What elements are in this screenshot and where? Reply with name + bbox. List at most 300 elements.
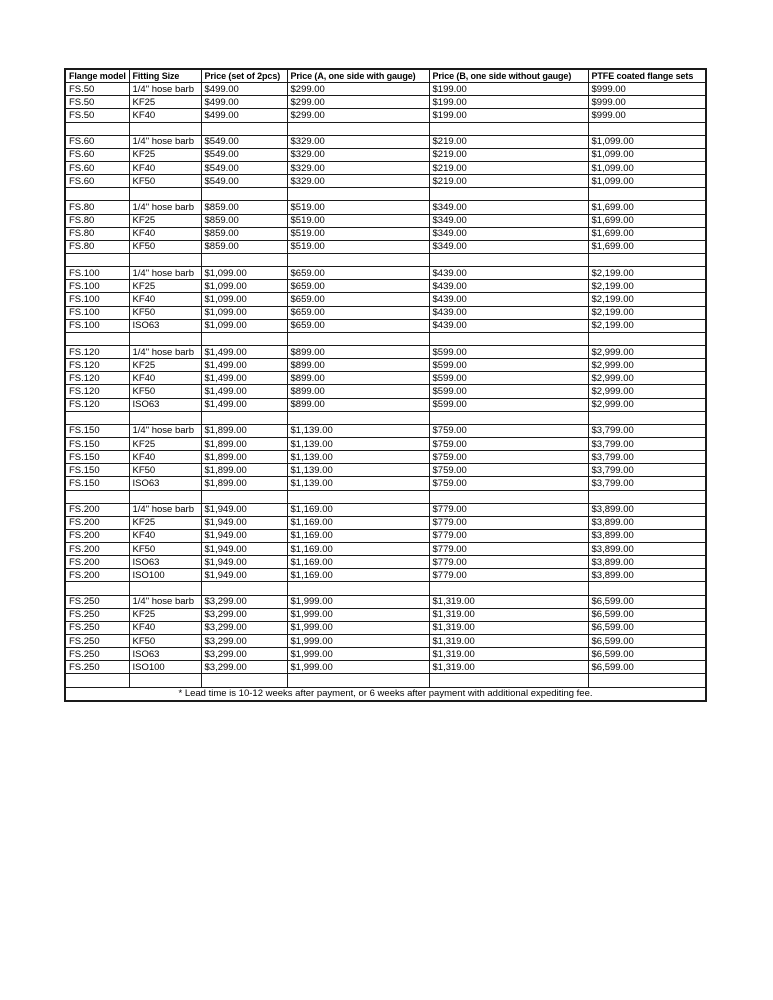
cell-price-set-of-2pcs: $859.00 [201, 201, 287, 214]
cell-flange-model: FS.100 [65, 267, 129, 280]
empty-cell-price-b-without-gauge [429, 411, 588, 424]
empty-cell-fitting-size [129, 253, 201, 266]
cell-fitting-size: KF25 [129, 359, 201, 372]
col-header-fitting-size: Fitting Size [129, 69, 201, 83]
table-row [65, 319, 706, 332]
cell-price-a-with-gauge: $1,139.00 [287, 477, 429, 490]
cell-flange-model: FS.80 [65, 201, 129, 214]
cell-flange-model: FS.60 [65, 135, 129, 148]
cell-price-a-with-gauge: $899.00 [287, 372, 429, 385]
table-row [65, 293, 706, 306]
empty-cell-fitting-size [129, 411, 201, 424]
cell-ptfe-coated-sets: $6,599.00 [588, 648, 706, 661]
cell-flange-model: FS.80 [65, 227, 129, 240]
cell-fitting-size: ISO63 [129, 648, 201, 661]
cell-price-b-without-gauge: $439.00 [429, 319, 588, 332]
cell-price-b-without-gauge: $199.00 [429, 96, 588, 109]
cell-ptfe-coated-sets: $3,799.00 [588, 464, 706, 477]
cell-price-set-of-2pcs: $1,949.00 [201, 556, 287, 569]
cell-price-b-without-gauge: $349.00 [429, 227, 588, 240]
cell-ptfe-coated-sets: $6,599.00 [588, 621, 706, 634]
cell-price-a-with-gauge: $1,139.00 [287, 437, 429, 450]
table-row [65, 621, 706, 634]
empty-cell-price-set-of-2pcs [201, 674, 287, 687]
cell-price-set-of-2pcs: $1,899.00 [201, 477, 287, 490]
cell-price-b-without-gauge: $199.00 [429, 109, 588, 122]
cell-fitting-size: KF40 [129, 227, 201, 240]
cell-price-b-without-gauge: $759.00 [429, 424, 588, 437]
cell-fitting-size: KF25 [129, 608, 201, 621]
cell-fitting-size: KF50 [129, 635, 201, 648]
cell-ptfe-coated-sets: $1,699.00 [588, 214, 706, 227]
cell-ptfe-coated-sets: $999.00 [588, 109, 706, 122]
cell-price-set-of-2pcs: $1,899.00 [201, 437, 287, 450]
cell-flange-model: FS.100 [65, 293, 129, 306]
cell-ptfe-coated-sets: $3,899.00 [588, 569, 706, 582]
cell-fitting-size: KF50 [129, 175, 201, 188]
cell-price-a-with-gauge: $659.00 [287, 280, 429, 293]
cell-ptfe-coated-sets: $3,799.00 [588, 424, 706, 437]
cell-price-set-of-2pcs: $859.00 [201, 214, 287, 227]
cell-price-a-with-gauge: $1,999.00 [287, 661, 429, 674]
cell-price-a-with-gauge: $299.00 [287, 83, 429, 96]
cell-price-b-without-gauge: $599.00 [429, 385, 588, 398]
cell-price-set-of-2pcs: $1,499.00 [201, 372, 287, 385]
cell-ptfe-coated-sets: $2,199.00 [588, 306, 706, 319]
cell-flange-model: FS.50 [65, 83, 129, 96]
col-header-price-set-of-2pcs: Price (set of 2pcs) [201, 69, 287, 83]
cell-fitting-size: 1/4" hose barb [129, 267, 201, 280]
cell-ptfe-coated-sets: $3,799.00 [588, 477, 706, 490]
cell-price-set-of-2pcs: $1,099.00 [201, 267, 287, 280]
cell-ptfe-coated-sets: $3,899.00 [588, 529, 706, 542]
empty-cell-fitting-size [129, 188, 201, 201]
col-header-price-a-with-gauge: Price (A, one side with gauge) [287, 69, 429, 83]
table-row [65, 385, 706, 398]
cell-price-a-with-gauge: $519.00 [287, 227, 429, 240]
cell-price-set-of-2pcs: $859.00 [201, 240, 287, 253]
cell-price-a-with-gauge: $519.00 [287, 201, 429, 214]
cell-fitting-size: 1/4" hose barb [129, 424, 201, 437]
cell-flange-model: FS.50 [65, 96, 129, 109]
cell-price-set-of-2pcs: $1,099.00 [201, 280, 287, 293]
cell-flange-model: FS.100 [65, 280, 129, 293]
cell-flange-model: FS.200 [65, 569, 129, 582]
cell-ptfe-coated-sets: $2,199.00 [588, 280, 706, 293]
cell-fitting-size: 1/4" hose barb [129, 595, 201, 608]
cell-price-a-with-gauge: $1,139.00 [287, 451, 429, 464]
cell-price-set-of-2pcs: $549.00 [201, 148, 287, 161]
cell-price-set-of-2pcs: $3,299.00 [201, 621, 287, 634]
table-row [65, 175, 706, 188]
cell-price-a-with-gauge: $329.00 [287, 148, 429, 161]
table-row [65, 569, 706, 582]
cell-price-a-with-gauge: $299.00 [287, 109, 429, 122]
empty-cell-fitting-size [129, 582, 201, 595]
cell-flange-model: FS.120 [65, 385, 129, 398]
empty-cell-fitting-size [129, 674, 201, 687]
cell-price-set-of-2pcs: $499.00 [201, 83, 287, 96]
cell-price-set-of-2pcs: $1,499.00 [201, 398, 287, 411]
cell-price-b-without-gauge: $759.00 [429, 451, 588, 464]
cell-flange-model: FS.120 [65, 345, 129, 358]
cell-price-b-without-gauge: $599.00 [429, 398, 588, 411]
cell-price-a-with-gauge: $519.00 [287, 240, 429, 253]
cell-fitting-size: KF40 [129, 451, 201, 464]
cell-price-set-of-2pcs: $549.00 [201, 175, 287, 188]
cell-ptfe-coated-sets: $3,899.00 [588, 516, 706, 529]
cell-ptfe-coated-sets: $1,099.00 [588, 161, 706, 174]
cell-price-set-of-2pcs: $3,299.00 [201, 608, 287, 621]
cell-fitting-size: KF25 [129, 280, 201, 293]
cell-flange-model: FS.60 [65, 161, 129, 174]
empty-cell-price-b-without-gauge [429, 582, 588, 595]
spacer-row [65, 490, 706, 503]
cell-price-a-with-gauge: $329.00 [287, 161, 429, 174]
cell-price-b-without-gauge: $1,319.00 [429, 608, 588, 621]
cell-price-b-without-gauge: $219.00 [429, 161, 588, 174]
empty-cell-price-b-without-gauge [429, 490, 588, 503]
cell-fitting-size: ISO63 [129, 477, 201, 490]
empty-cell-flange-model [65, 674, 129, 687]
table-row [65, 267, 706, 280]
cell-ptfe-coated-sets: $1,099.00 [588, 135, 706, 148]
cell-ptfe-coated-sets: $6,599.00 [588, 595, 706, 608]
table-row [65, 214, 706, 227]
empty-cell-price-set-of-2pcs [201, 582, 287, 595]
cell-ptfe-coated-sets: $2,199.00 [588, 267, 706, 280]
cell-price-b-without-gauge: $349.00 [429, 201, 588, 214]
cell-price-set-of-2pcs: $1,949.00 [201, 516, 287, 529]
cell-ptfe-coated-sets: $1,099.00 [588, 175, 706, 188]
empty-cell-price-b-without-gauge [429, 332, 588, 345]
cell-fitting-size: 1/4" hose barb [129, 135, 201, 148]
cell-price-a-with-gauge: $899.00 [287, 398, 429, 411]
table-row [65, 477, 706, 490]
spacer-row [65, 674, 706, 687]
cell-price-b-without-gauge: $1,319.00 [429, 595, 588, 608]
empty-cell-flange-model [65, 332, 129, 345]
note-row [65, 687, 706, 701]
cell-price-b-without-gauge: $1,319.00 [429, 661, 588, 674]
cell-flange-model: FS.150 [65, 451, 129, 464]
cell-ptfe-coated-sets: $1,699.00 [588, 201, 706, 214]
cell-ptfe-coated-sets: $3,799.00 [588, 437, 706, 450]
table-row [65, 556, 706, 569]
empty-cell-price-a-with-gauge [287, 674, 429, 687]
cell-flange-model: FS.250 [65, 648, 129, 661]
flange-price-table [64, 68, 707, 702]
cell-price-set-of-2pcs: $3,299.00 [201, 661, 287, 674]
cell-price-a-with-gauge: $1,139.00 [287, 424, 429, 437]
table-row [65, 109, 706, 122]
empty-cell-fitting-size [129, 332, 201, 345]
cell-price-set-of-2pcs: $499.00 [201, 96, 287, 109]
cell-price-a-with-gauge: $329.00 [287, 175, 429, 188]
cell-ptfe-coated-sets: $1,699.00 [588, 227, 706, 240]
cell-fitting-size: ISO100 [129, 661, 201, 674]
cell-price-set-of-2pcs: $3,299.00 [201, 635, 287, 648]
empty-cell-flange-model [65, 188, 129, 201]
cell-flange-model: FS.150 [65, 464, 129, 477]
cell-price-a-with-gauge: $1,999.00 [287, 621, 429, 634]
cell-price-a-with-gauge: $1,999.00 [287, 595, 429, 608]
cell-fitting-size: KF50 [129, 306, 201, 319]
cell-price-a-with-gauge: $1,169.00 [287, 529, 429, 542]
table-row [65, 227, 706, 240]
empty-cell-price-set-of-2pcs [201, 490, 287, 503]
cell-fitting-size: KF40 [129, 293, 201, 306]
cell-price-set-of-2pcs: $1,949.00 [201, 529, 287, 542]
cell-price-set-of-2pcs: $549.00 [201, 161, 287, 174]
table-row [65, 543, 706, 556]
cell-fitting-size: 1/4" hose barb [129, 83, 201, 96]
cell-price-set-of-2pcs: $1,499.00 [201, 359, 287, 372]
cell-price-a-with-gauge: $1,169.00 [287, 569, 429, 582]
cell-ptfe-coated-sets: $999.00 [588, 96, 706, 109]
cell-price-b-without-gauge: $1,319.00 [429, 621, 588, 634]
cell-price-b-without-gauge: $439.00 [429, 280, 588, 293]
cell-price-b-without-gauge: $1,319.00 [429, 648, 588, 661]
cell-price-b-without-gauge: $759.00 [429, 477, 588, 490]
table-row [65, 635, 706, 648]
cell-price-a-with-gauge: $1,999.00 [287, 608, 429, 621]
cell-ptfe-coated-sets: $3,899.00 [588, 503, 706, 516]
cell-price-a-with-gauge: $1,169.00 [287, 516, 429, 529]
cell-price-b-without-gauge: $349.00 [429, 214, 588, 227]
cell-price-set-of-2pcs: $1,899.00 [201, 424, 287, 437]
cell-flange-model: FS.250 [65, 635, 129, 648]
table-row [65, 398, 706, 411]
cell-flange-model: FS.250 [65, 595, 129, 608]
cell-price-b-without-gauge: $779.00 [429, 556, 588, 569]
cell-fitting-size: KF40 [129, 621, 201, 634]
cell-ptfe-coated-sets: $1,099.00 [588, 148, 706, 161]
cell-price-set-of-2pcs: $1,949.00 [201, 503, 287, 516]
cell-flange-model: FS.200 [65, 543, 129, 556]
table-row [65, 464, 706, 477]
cell-fitting-size: KF25 [129, 96, 201, 109]
cell-fitting-size: ISO63 [129, 398, 201, 411]
cell-flange-model: FS.120 [65, 372, 129, 385]
empty-cell-ptfe-coated-sets [588, 674, 706, 687]
cell-fitting-size: KF25 [129, 148, 201, 161]
cell-fitting-size: KF25 [129, 516, 201, 529]
cell-price-a-with-gauge: $1,169.00 [287, 556, 429, 569]
cell-ptfe-coated-sets: $2,999.00 [588, 359, 706, 372]
table-row [65, 96, 706, 109]
cell-price-a-with-gauge: $899.00 [287, 345, 429, 358]
cell-flange-model: FS.150 [65, 424, 129, 437]
cell-price-a-with-gauge: $659.00 [287, 293, 429, 306]
cell-flange-model: FS.80 [65, 240, 129, 253]
cell-price-a-with-gauge: $659.00 [287, 319, 429, 332]
cell-price-b-without-gauge: $759.00 [429, 437, 588, 450]
table-row [65, 359, 706, 372]
cell-flange-model: FS.200 [65, 503, 129, 516]
spacer-row [65, 411, 706, 424]
cell-price-set-of-2pcs: $1,099.00 [201, 293, 287, 306]
empty-cell-flange-model [65, 122, 129, 135]
empty-cell-price-set-of-2pcs [201, 411, 287, 424]
cell-flange-model: FS.250 [65, 621, 129, 634]
cell-flange-model: FS.80 [65, 214, 129, 227]
cell-fitting-size: 1/4" hose barb [129, 201, 201, 214]
table-row [65, 280, 706, 293]
empty-cell-price-b-without-gauge [429, 253, 588, 266]
table-row [65, 148, 706, 161]
cell-fitting-size: 1/4" hose barb [129, 503, 201, 516]
cell-flange-model: FS.250 [65, 608, 129, 621]
cell-flange-model: FS.200 [65, 556, 129, 569]
cell-fitting-size: KF25 [129, 437, 201, 450]
cell-price-a-with-gauge: $1,169.00 [287, 503, 429, 516]
cell-fitting-size: KF50 [129, 543, 201, 556]
empty-cell-price-a-with-gauge [287, 122, 429, 135]
table-row [65, 240, 706, 253]
cell-price-b-without-gauge: $779.00 [429, 529, 588, 542]
cell-price-set-of-2pcs: $1,499.00 [201, 385, 287, 398]
table-row [65, 516, 706, 529]
spacer-row [65, 332, 706, 345]
cell-price-a-with-gauge: $1,139.00 [287, 464, 429, 477]
cell-price-set-of-2pcs: $1,099.00 [201, 306, 287, 319]
cell-ptfe-coated-sets: $6,599.00 [588, 635, 706, 648]
empty-cell-ptfe-coated-sets [588, 490, 706, 503]
cell-price-a-with-gauge: $1,999.00 [287, 635, 429, 648]
empty-cell-price-b-without-gauge [429, 122, 588, 135]
spacer-row [65, 188, 706, 201]
table-row [65, 345, 706, 358]
cell-price-set-of-2pcs: $499.00 [201, 109, 287, 122]
cell-price-a-with-gauge: $659.00 [287, 267, 429, 280]
cell-fitting-size: ISO63 [129, 556, 201, 569]
header-row [65, 69, 706, 83]
spacer-row [65, 582, 706, 595]
empty-cell-fitting-size [129, 490, 201, 503]
cell-price-a-with-gauge: $899.00 [287, 359, 429, 372]
cell-fitting-size: 1/4" hose barb [129, 345, 201, 358]
cell-ptfe-coated-sets: $2,999.00 [588, 345, 706, 358]
empty-cell-price-b-without-gauge [429, 188, 588, 201]
cell-price-set-of-2pcs: $1,499.00 [201, 345, 287, 358]
empty-cell-ptfe-coated-sets [588, 122, 706, 135]
table-row [65, 306, 706, 319]
cell-flange-model: FS.60 [65, 175, 129, 188]
cell-ptfe-coated-sets: $999.00 [588, 83, 706, 96]
cell-ptfe-coated-sets: $2,999.00 [588, 398, 706, 411]
empty-cell-price-a-with-gauge [287, 582, 429, 595]
cell-ptfe-coated-sets: $3,799.00 [588, 451, 706, 464]
cell-price-b-without-gauge: $439.00 [429, 293, 588, 306]
cell-price-a-with-gauge: $1,999.00 [287, 648, 429, 661]
empty-cell-price-set-of-2pcs [201, 122, 287, 135]
cell-fitting-size: ISO63 [129, 319, 201, 332]
empty-cell-flange-model [65, 411, 129, 424]
col-header-flange-model: Flange model [65, 69, 129, 83]
empty-cell-ptfe-coated-sets [588, 188, 706, 201]
cell-price-b-without-gauge: $779.00 [429, 503, 588, 516]
cell-ptfe-coated-sets: $6,599.00 [588, 661, 706, 674]
empty-cell-flange-model [65, 582, 129, 595]
empty-cell-price-a-with-gauge [287, 411, 429, 424]
cell-price-b-without-gauge: $219.00 [429, 175, 588, 188]
cell-ptfe-coated-sets: $2,999.00 [588, 372, 706, 385]
cell-price-b-without-gauge: $599.00 [429, 372, 588, 385]
empty-cell-ptfe-coated-sets [588, 332, 706, 345]
cell-flange-model: FS.200 [65, 516, 129, 529]
table-body [65, 83, 706, 701]
cell-price-b-without-gauge: $599.00 [429, 345, 588, 358]
empty-cell-price-a-with-gauge [287, 253, 429, 266]
cell-fitting-size: KF25 [129, 214, 201, 227]
table-row [65, 661, 706, 674]
cell-price-set-of-2pcs: $3,299.00 [201, 648, 287, 661]
table-row [65, 135, 706, 148]
empty-cell-price-a-with-gauge [287, 490, 429, 503]
cell-price-a-with-gauge: $899.00 [287, 385, 429, 398]
cell-flange-model: FS.120 [65, 359, 129, 372]
cell-flange-model: FS.60 [65, 148, 129, 161]
empty-cell-flange-model [65, 253, 129, 266]
cell-price-b-without-gauge: $219.00 [429, 148, 588, 161]
table-row [65, 161, 706, 174]
cell-fitting-size: KF40 [129, 161, 201, 174]
cell-flange-model: FS.200 [65, 529, 129, 542]
lead-time-note: * Lead time is 10-12 weeks after payment, or 6 weeks after payment with additional expediting fee. [65, 687, 706, 701]
empty-cell-price-set-of-2pcs [201, 253, 287, 266]
spacer-row [65, 253, 706, 266]
empty-cell-price-a-with-gauge [287, 332, 429, 345]
cell-ptfe-coated-sets: $2,199.00 [588, 319, 706, 332]
empty-cell-fitting-size [129, 122, 201, 135]
cell-price-b-without-gauge: $779.00 [429, 516, 588, 529]
cell-price-set-of-2pcs: $1,899.00 [201, 451, 287, 464]
table-row [65, 83, 706, 96]
cell-price-set-of-2pcs: $859.00 [201, 227, 287, 240]
col-header-price-b-without-gauge: Price (B, one side without gauge) [429, 69, 588, 83]
empty-cell-price-set-of-2pcs [201, 188, 287, 201]
spacer-row [65, 122, 706, 135]
cell-fitting-size: KF40 [129, 529, 201, 542]
cell-price-b-without-gauge: $439.00 [429, 306, 588, 319]
cell-price-set-of-2pcs: $1,899.00 [201, 464, 287, 477]
cell-price-a-with-gauge: $1,169.00 [287, 543, 429, 556]
cell-fitting-size: KF50 [129, 464, 201, 477]
col-header-ptfe-coated-sets: PTFE coated flange sets [588, 69, 706, 83]
cell-fitting-size: ISO100 [129, 569, 201, 582]
cell-ptfe-coated-sets: $6,599.00 [588, 608, 706, 621]
cell-flange-model: FS.100 [65, 306, 129, 319]
table-row [65, 201, 706, 214]
cell-flange-model: FS.50 [65, 109, 129, 122]
cell-fitting-size: KF50 [129, 385, 201, 398]
empty-cell-ptfe-coated-sets [588, 582, 706, 595]
cell-ptfe-coated-sets: $3,899.00 [588, 543, 706, 556]
cell-price-a-with-gauge: $519.00 [287, 214, 429, 227]
cell-price-set-of-2pcs: $1,949.00 [201, 569, 287, 582]
cell-flange-model: FS.100 [65, 319, 129, 332]
cell-flange-model: FS.120 [65, 398, 129, 411]
empty-cell-flange-model [65, 490, 129, 503]
cell-price-b-without-gauge: $349.00 [429, 240, 588, 253]
table-row [65, 424, 706, 437]
table-row [65, 608, 706, 621]
cell-price-set-of-2pcs: $549.00 [201, 135, 287, 148]
table-row [65, 648, 706, 661]
empty-cell-price-set-of-2pcs [201, 332, 287, 345]
cell-price-b-without-gauge: $199.00 [429, 83, 588, 96]
